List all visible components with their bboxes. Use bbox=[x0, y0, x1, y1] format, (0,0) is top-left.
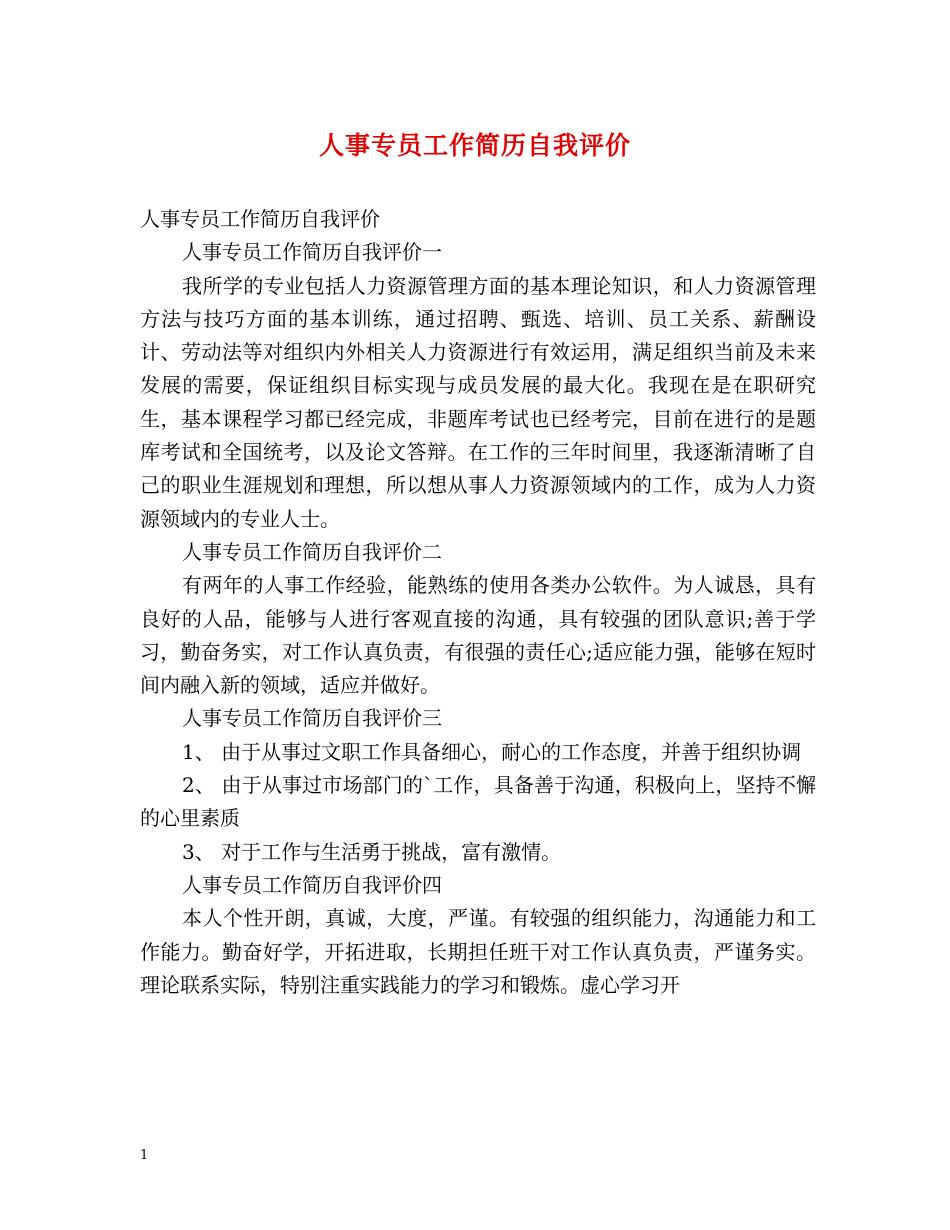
paragraph-4: 本人个性开朗，真诚，大度，严谨。有较强的组织能力，沟通能力和工作能力。勤奋好学，开拓进取，长期担任班干对工作认真负责，严谨务实。理论联系实际，特别注重实践能力的学习和锻炼。虚心学习开 bbox=[140, 906, 816, 997]
paragraph-2: 有两年的人事工作经验，能熟练的使用各类办公软件。为人诚恳，具有良好的人品，能够与人进行客观直接的沟通，具有较强的团队意识;善于学习，勤奋务实，对工作认真负责，有很强的责任心;适应能力强，能够在短时间内融入新的领域，适应并做好。 bbox=[140, 573, 816, 698]
subsection-heading-2: 人事专员工作简历自我评价二 bbox=[182, 539, 442, 564]
list-item-3: 3、 对于工作与生活勇于挑战，富有激情。 bbox=[182, 839, 562, 864]
subsection-heading-4: 人事专员工作简历自我评价四 bbox=[182, 872, 442, 897]
section-heading: 人事专员工作简历自我评价 bbox=[140, 207, 380, 231]
page-number: 1 bbox=[140, 1148, 149, 1163]
subsection-heading-1: 人事专员工作简历自我评价一 bbox=[182, 240, 442, 265]
document-title: 人事专员工作简历自我评价 bbox=[318, 131, 631, 160]
list-item-1: 1、 由于从事过文职工作具备细心，耐心的工作态度，并善于组织协调 bbox=[182, 739, 802, 764]
list-item-2: 2、 由于从事过市场部门的`工作，具备善于沟通，积极向上，坚持不懈的心里素质 bbox=[140, 773, 816, 831]
subsection-heading-3: 人事专员工作简历自我评价三 bbox=[182, 706, 442, 731]
paragraph-1: 我所学的专业包括人力资源管理方面的基本理论知识，和人力资源管理方法与技巧方面的基本训练，通过招聘、甄选、培训、员工关系、薪酬设计、劳动法等对组织内外相关人力资源进行有效运用，满足组织当前及未来发展的需要，保证组织目标实现与成员发展的最大化。我现在是在职研究生，基本课程学习都已经完成，非题库考试也已经考完，目前在进行的是题库考试和全国统考，以及论文答辩。在工作的三年时间里，我逐渐清晰了自己的职业生涯规划和理想，所以想从事人力资源领域内的工作，成为人力资源领域内的专业人士。 bbox=[140, 273, 816, 531]
document-body bbox=[140, 203, 816, 1002]
